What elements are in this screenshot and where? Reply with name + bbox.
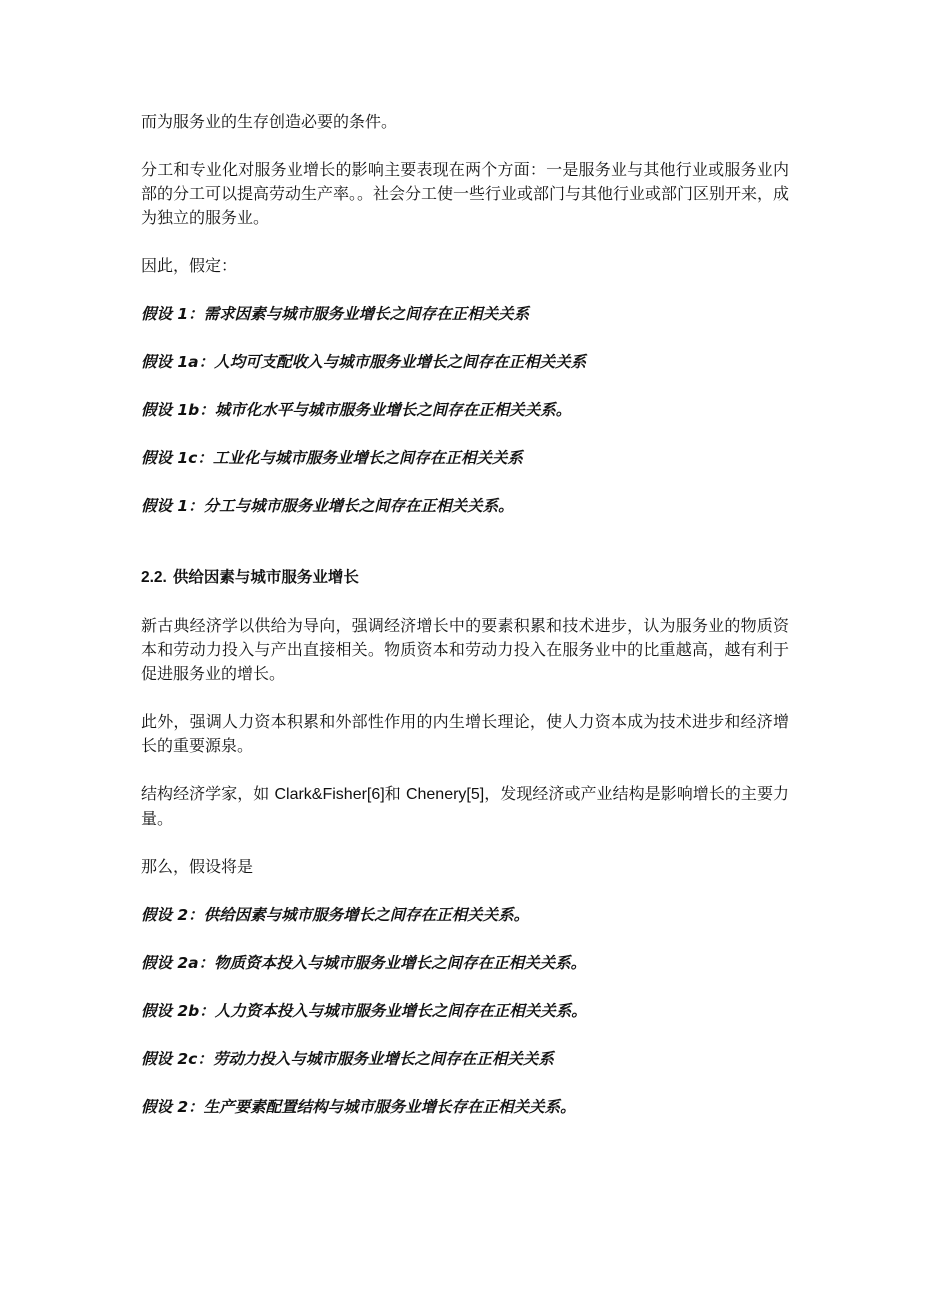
paragraph-division-of-labor: 分工和专业化对服务业增长的影响主要表现在两个方面：一是服务业与其他行业或服务业内部的分工可以提高劳动生产率。。社会分工使一些行业或部门与其他行业或部门区别开来，成为独立的服务业。 xyxy=(141,160,790,227)
hypothesis-1c: 假设 1c：工业化与城市服务业增长之间存在正相关关系 xyxy=(141,449,523,467)
hypothesis-2b: 假设 2b：人力资本投入与城市服务业增长之间存在正相关关系。 xyxy=(141,1002,587,1020)
paragraph-therefore: 因此，假定： xyxy=(141,256,238,275)
hypothesis-1-division: 假设 1：分工与城市服务业增长之间存在正相关关系。 xyxy=(141,497,514,515)
section-title: 供给因素与城市服务业增长 xyxy=(172,569,359,586)
hypothesis-1: 假设 1：需求因素与城市服务业增长之间存在正相关关系 xyxy=(141,305,530,323)
hypothesis-2c: 假设 2c：劳动力投入与城市服务业增长之间存在正相关关系 xyxy=(141,1050,554,1068)
hypothesis-2a: 假设 2a：物质资本投入与城市服务业增长之间存在正相关关系。 xyxy=(141,954,587,972)
paragraph-human-capital: 此外，强调人力资本积累和外部性作用的内生增长理论，使人力资本成为技术进步和经济增长的重要源泉。 xyxy=(141,712,789,755)
hypothesis-1b: 假设 1b：城市化水平与城市服务业增长之间存在正相关关系。 xyxy=(141,401,572,419)
paragraph-structural-economists xyxy=(141,782,789,831)
paragraph-conditions: 而为服务业的生存创造必要的条件。 xyxy=(141,112,398,131)
document-body xyxy=(141,110,789,1143)
hypothesis-2-structure: 假设 2：生产要素配置结构与城市服务业增长存在正相关关系。 xyxy=(141,1098,576,1116)
paragraph-neoclassical: 新古典经济学以供给为导向，强调经济增长中的要素积累和技术进步，认为服务业的物质资本和劳动力投入与产出直接相关。物质资本和劳动力投入在服务业中的比重越高，越有利于促进服务业的增长。 xyxy=(141,616,789,683)
citation-chenery: Chenery[5] xyxy=(405,786,485,803)
structural-prefix: 结构经济学家，如 xyxy=(141,784,275,803)
structural-mid: 和 xyxy=(384,784,406,803)
structural-suffix: ，发现经济或产业结构是影响增长的主要力量。 xyxy=(141,784,789,828)
hypothesis-2: 假设 2：供给因素与城市服务增长之间存在正相关关系。 xyxy=(141,906,530,924)
hypothesis-1a: 假设 1a：人均可支配收入与城市服务业增长之间存在正相关关系 xyxy=(141,353,587,371)
paragraph-transition: 那么，假设将是 xyxy=(141,857,254,876)
section-heading xyxy=(141,566,789,590)
citation-clark-fisher: Clark&Fisher[6] xyxy=(274,786,385,803)
section-number: 2.2. xyxy=(141,569,167,586)
